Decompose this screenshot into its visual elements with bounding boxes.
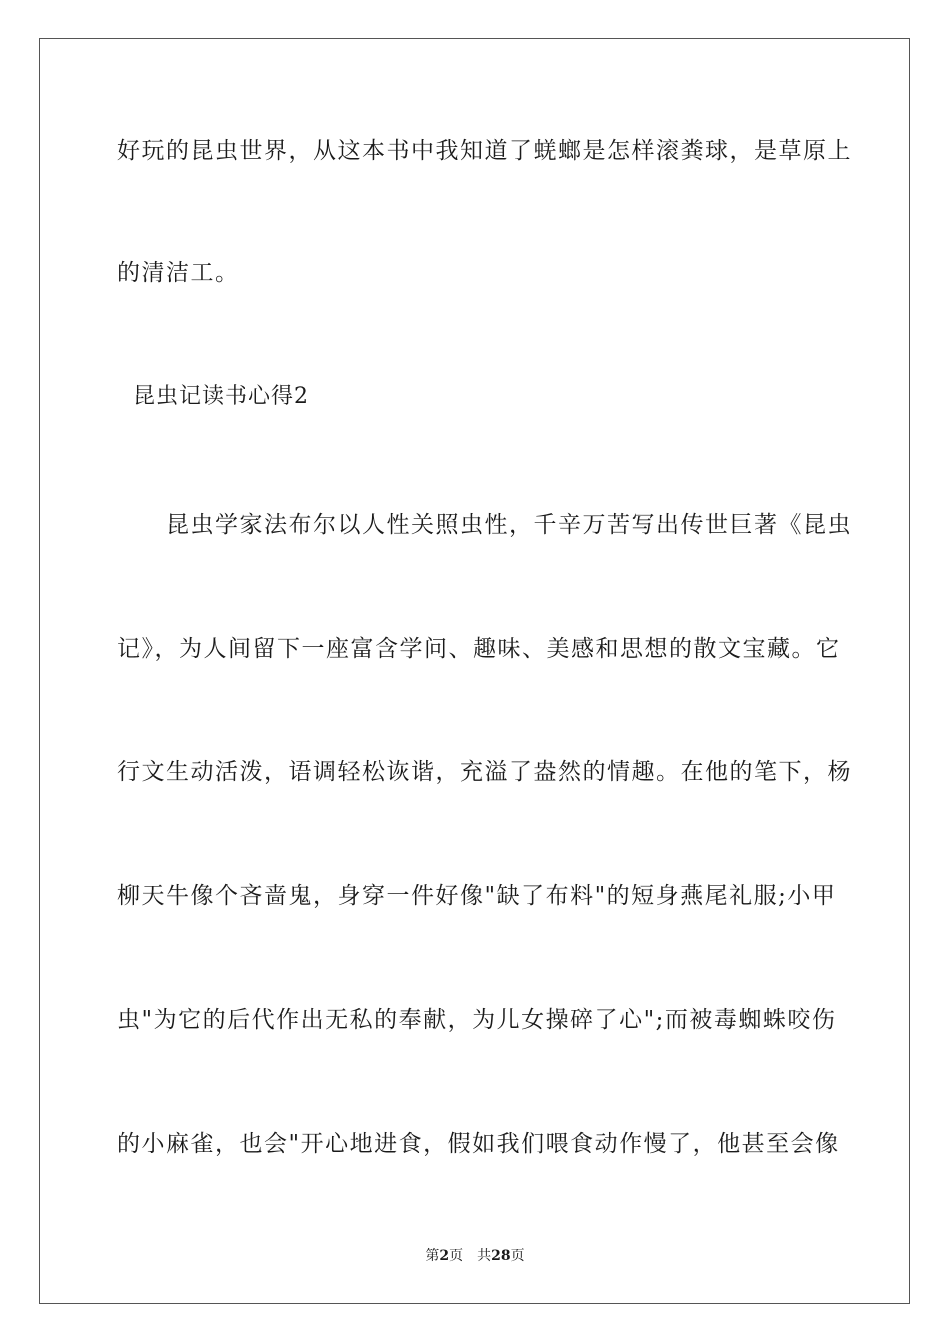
paragraph-1-line-2: 的清洁工。	[117, 260, 240, 286]
footer-page-suffix: 页	[449, 1248, 464, 1264]
section-heading: 昆虫记读书心得2	[133, 384, 309, 409]
footer-page-number: 2	[439, 1248, 450, 1264]
footer-total-pages: 28	[491, 1248, 511, 1264]
footer-total-prefix: 共	[477, 1248, 492, 1264]
paragraph-2-line-6: 的小麻雀，也会"开心地进食，假如我们喂食动作慢了，他甚至会像	[117, 1131, 840, 1157]
paragraph-2-line-2: 记》，为人间留下一座富含学问、趣味、美感和思想的散文宝藏。它	[117, 636, 841, 662]
paragraph-2-line-3: 行文生动活泼，语调轻松诙谐，充溢了盎然的情趣。在他的笔下，杨	[117, 759, 852, 785]
footer-page-prefix: 第	[425, 1248, 440, 1264]
paragraph-2-line-1: 昆虫学家法布尔以人性关照虫性，千辛万苦写出传世巨著《昆虫	[117, 512, 852, 538]
page-footer	[0, 1247, 950, 1265]
paragraph-2-line-5: 虫"为它的后代作出无私的奉献，为儿女操碎了心";而被毒蜘蛛咬伤	[117, 1007, 837, 1033]
footer-total-suffix: 页	[510, 1248, 525, 1264]
paragraph-1-line-1: 好玩的昆虫世界，从这本书中我知道了蜣螂是怎样滚粪球，是草原上	[117, 138, 852, 164]
page-border	[39, 38, 910, 1304]
paragraph-2-line-4: 柳天牛像个吝啬鬼，身穿一件好像"缺了布料"的短身燕尾礼服;小甲	[117, 883, 837, 909]
